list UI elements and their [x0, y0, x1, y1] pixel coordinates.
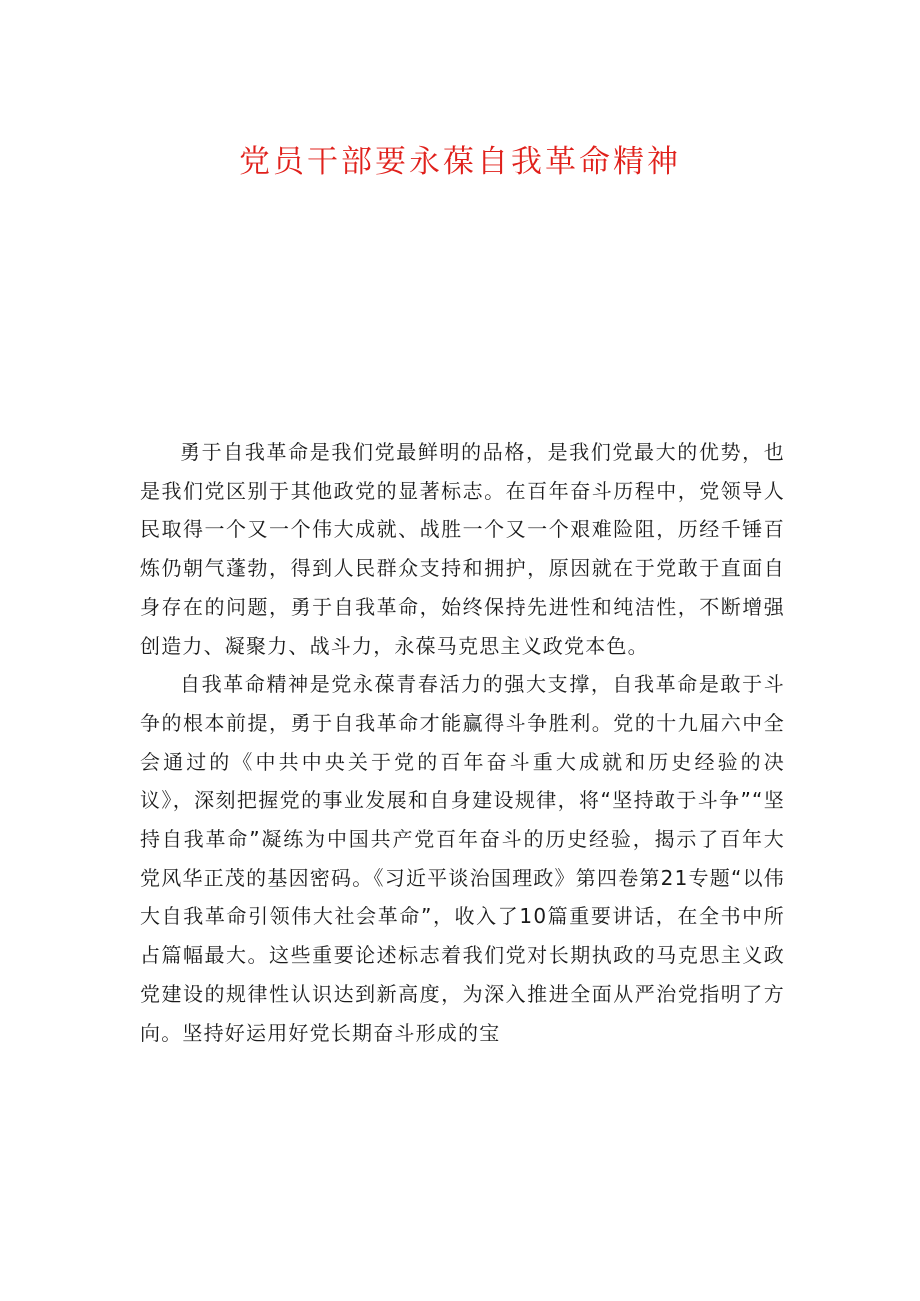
paragraph-2: 自我革命精神是党永葆青春活力的强大支撑，自我革命是敢于斗争的根本前提，勇于自我革命才能赢得斗争胜利。党的十九届六中全会通过的《中共中央关于党的百年奋斗重大成就和历史经验的决议》，深刻把握党的事业发展和自身建设规律，将“坚持敢于斗争”“坚持自我革命”凝练为中国共产党百年奋斗的历史经验，揭示了百年大党风华正茂的基因密码。《习近平谈治国理政》第四卷第21专题“以伟大自我革命引领伟大社会革命”，收入了10篇重要讲话，在全书中所占篇幅最大。这些重要论述标志着我们党对长期执政的马克思主义政党建设的规律性认识达到新高度，为深入推进全面从严治党指明了方向。坚持好运用好党长期奋斗形成的宝	[140, 672, 785, 1045]
document-body	[140, 433, 785, 1052]
paragraph-1: 勇于自我革命是我们党最鲜明的品格，是我们党最大的优势，也是我们党区别于其他政党的显著标志。在百年奋斗历程中，党领导人民取得一个又一个伟大成就、战胜一个又一个艰难险阻，历经千锤百炼仍朝气蓬勃，得到人民群众支持和拥护，原因就在于党敢于直面自身存在的问题，勇于自我革命，始终保持先进性和纯洁性，不断增强创造力、凝聚力、战斗力，永葆马克思主义政党本色。	[140, 440, 785, 658]
document-title: 党员干部要永葆自我革命精神	[239, 144, 681, 180]
